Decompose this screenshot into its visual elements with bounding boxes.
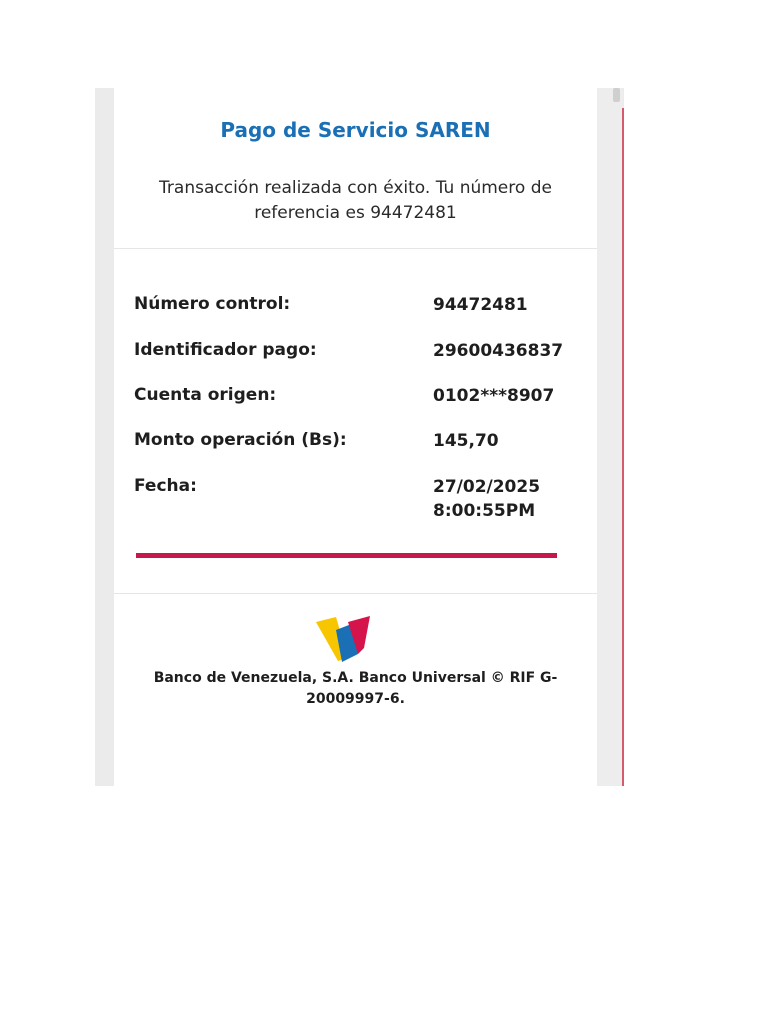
footer-text: Banco de Venezuela, S.A. Banco Universal © RIF G-20009997-6. xyxy=(153,670,558,707)
payment-id-value: 29600436837 xyxy=(433,341,564,361)
receipt-card xyxy=(114,88,597,786)
source-account-label: Cuenta origen: xyxy=(134,385,277,405)
control-number-label: Número control: xyxy=(134,294,291,314)
scrollbar-thumb[interactable] xyxy=(613,88,620,102)
header-divider xyxy=(114,248,597,249)
footer-divider xyxy=(114,593,597,594)
side-panel-red-line xyxy=(622,108,624,786)
date-value-date: 27/02/2025 xyxy=(433,477,541,497)
date-value xyxy=(433,475,597,523)
control-number-value: 94472481 xyxy=(433,295,528,315)
payment-id-label: Identificador pago: xyxy=(134,340,317,360)
source-account-value: 0102***8907 xyxy=(433,386,555,406)
banco-de-venezuela-logo-icon xyxy=(314,614,376,666)
success-message: Transacción realizada con éxito. Tu número de referencia es 94472481 xyxy=(159,178,552,223)
date-value-time: 8:00:55PM xyxy=(433,501,536,521)
date-label: Fecha: xyxy=(134,476,197,496)
accent-divider xyxy=(136,553,557,558)
page-title: Pago de Servicio SAREN xyxy=(220,118,491,142)
amount-label: Monto operación (Bs): xyxy=(134,430,347,450)
amount-value: 145,70 xyxy=(433,431,499,451)
side-panel-edge xyxy=(597,88,623,786)
